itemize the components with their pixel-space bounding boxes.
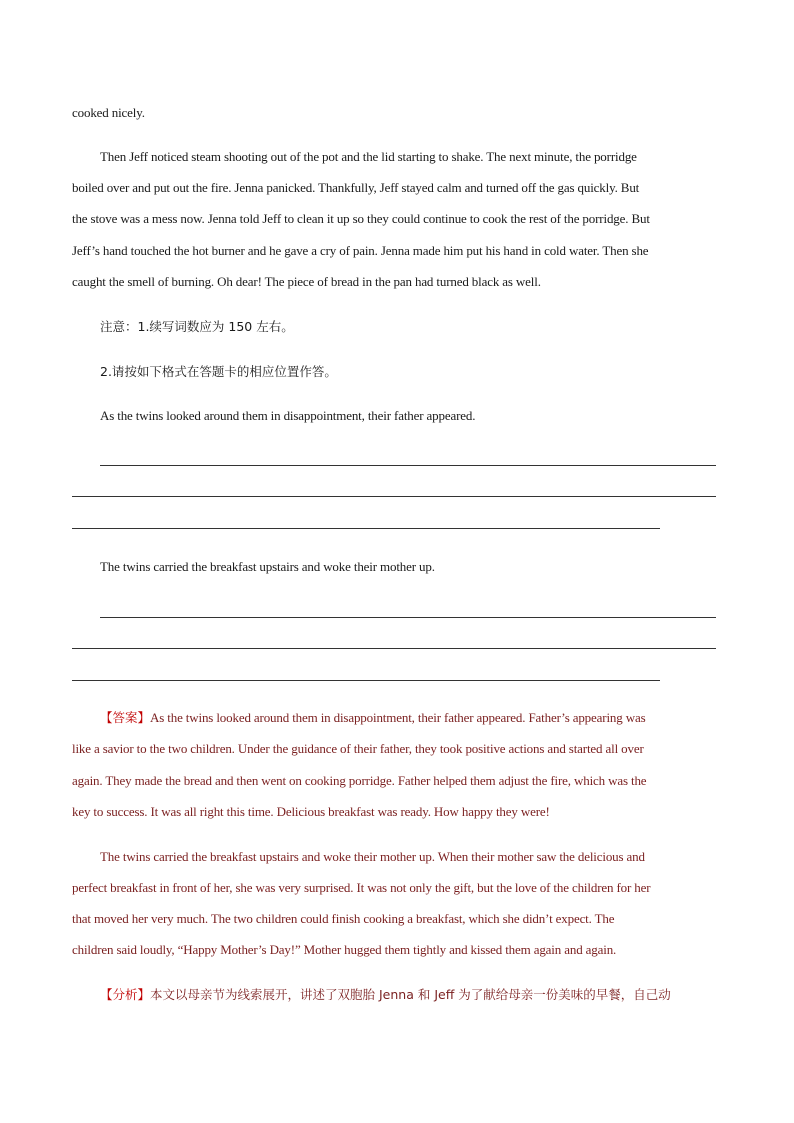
- passage-line-1: cooked nicely.: [72, 105, 145, 120]
- passage-line-3: boiled over and put out the fire. Jenna panicked. Thankfully, Jeff stayed calm and turned off the gas quickly. But: [72, 180, 640, 195]
- answer-tag: 【答案】: [100, 710, 151, 725]
- answer-para1-line-1: 【答案】As the twins looked around them in disappointment, their father appeared. Father’s appearing was: [100, 710, 646, 725]
- passage-line-4: the stove was a mess now. Jenna told Jeff to clean it up so they could continue to cook the rest of the porridge. But: [72, 211, 650, 226]
- answer-para2-line-2: perfect breakfast in front of her, she was very surprised. It was not only the gift, but the love of the children for her: [72, 880, 651, 895]
- writing-line[interactable]: [72, 680, 660, 681]
- answer-para2-line-1: The twins carried the breakfast upstairs and woke their mother up. When their mother saw the delicious and: [100, 849, 645, 864]
- writing-line[interactable]: [72, 496, 716, 497]
- note-word-count: 注意：1.续写词数应为 150 左右。: [100, 319, 294, 334]
- passage-line-6: caught the smell of burning. Oh dear! The piece of bread in the pan had turned black as well.: [72, 274, 541, 289]
- answer-para1-line-4: key to success. It was all right this time. Delicious breakfast was ready. How happy they were!: [72, 804, 550, 819]
- passage-line-5: Jeff’s hand touched the hot burner and he gave a cry of pain. Jenna made him put his hand in cold water. Then she: [72, 243, 649, 258]
- answer-para2-line-4: children said loudly, “Happy Mother’s Day!” Mother hugged them tightly and kissed them again and again.: [72, 942, 617, 957]
- answer-para1-line-2: like a savior to the two children. Under the guidance of their father, they took positive actions and started all over: [72, 741, 644, 756]
- writing-line[interactable]: [100, 617, 716, 618]
- analysis-tag: 【分析】: [100, 987, 151, 1002]
- writing-line[interactable]: [72, 528, 660, 529]
- note-format: 2.请按如下格式在答题卡的相应位置作答。: [100, 364, 337, 379]
- prompt-paragraph-2: The twins carried the breakfast upstairs and woke their mother up.: [100, 559, 435, 574]
- writing-line[interactable]: [72, 648, 716, 649]
- answer-para1-line-3: again. They made the bread and then went on cooking porridge. Father helped them adjust the fire, which was the: [72, 773, 647, 788]
- writing-line[interactable]: [100, 465, 716, 466]
- answer-para2-line-3: that moved her very much. The two children could finish cooking a breakfast, which she didn’t expect. The: [72, 911, 615, 926]
- prompt-paragraph-1: As the twins looked around them in disappointment, their father appeared.: [100, 408, 476, 423]
- passage-line-2: Then Jeff noticed steam shooting out of the pot and the lid starting to shake. The next minute, the porridge: [100, 149, 637, 164]
- analysis-line-1: 【分析】本文以母亲节为线索展开，讲述了双胞胎 Jenna 和 Jeff 为了献给母亲一份美味的早餐，自己动: [100, 987, 671, 1002]
